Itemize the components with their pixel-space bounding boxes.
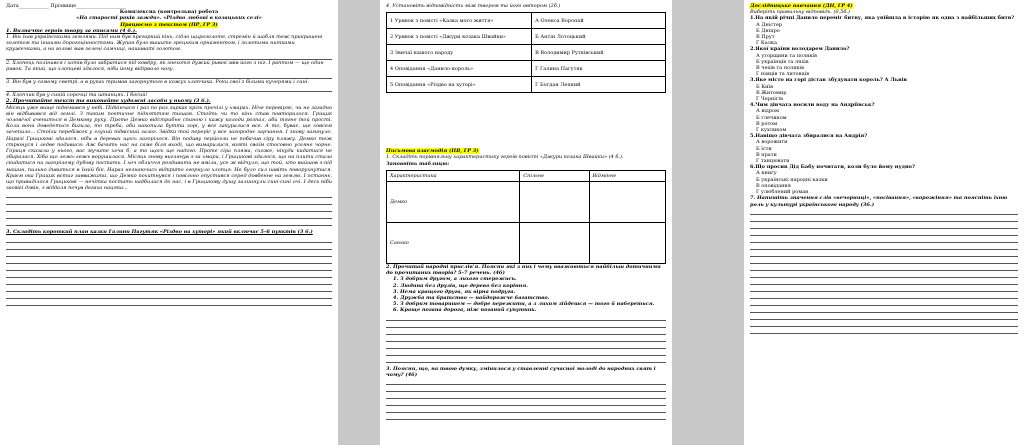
q1-option-3: 3. Він був у самому светрі, а в руках тримав загорнутого в кожух хлопчика. Роки свої з білими кучерями і сині. xyxy=(6,79,309,86)
table-cell: Демко xyxy=(387,182,520,223)
mc-question: 2.Якої країни володарем Данило? xyxy=(750,46,850,53)
list-item: 5. З добрим товаришем — добре пережити, а з лихим зійдешся — того й набереться. xyxy=(400,301,666,307)
answer-line[interactable] xyxy=(386,342,666,349)
table-cell-input[interactable] xyxy=(520,223,589,264)
answer-line[interactable] xyxy=(386,349,666,356)
section-heading-writing: Письмова взаємодія (ПВ, ГР 3) xyxy=(386,148,479,155)
table-cell: 1 Уривок з повісті «Казка мого життя» xyxy=(387,13,532,29)
mc-option[interactable]: Б глечиком xyxy=(756,114,787,121)
answer-line[interactable] xyxy=(750,299,1018,306)
list-item: 2. Людина без друзів, що дерево без коріння. xyxy=(400,283,666,289)
mc-option[interactable]: Г кухликом xyxy=(756,127,787,134)
table-cell: 3 Звичаї нашого народу xyxy=(387,45,532,61)
answer-line[interactable] xyxy=(6,278,332,285)
answer-line[interactable] xyxy=(750,320,1018,327)
table-cell: Г Галина Пагутяк xyxy=(532,61,666,77)
q1-option-4: 4. Хлопчик був у синій сорочці та штанцях. І босий! xyxy=(6,92,148,99)
table-cell: В Володимир Рутківський xyxy=(532,45,666,61)
answer-line[interactable] xyxy=(750,222,1018,229)
table-row xyxy=(387,13,666,29)
answer-line[interactable] xyxy=(750,313,1018,320)
table-cell: Г Богдан Лепкий xyxy=(532,77,666,93)
answer-line[interactable] xyxy=(6,257,332,264)
mc-option[interactable]: В ротом xyxy=(756,120,778,127)
mc-option[interactable]: В оповідання xyxy=(756,182,791,189)
answer-line[interactable] xyxy=(6,292,332,299)
answer-line[interactable] xyxy=(6,72,332,79)
table-row xyxy=(387,77,666,93)
page-3 xyxy=(744,0,1024,445)
table-row xyxy=(387,61,666,77)
mc-question: 5.Навіщо дівчата збиралися на Андрія? xyxy=(750,133,868,140)
table-cell: А Олекса Воропай xyxy=(532,13,666,29)
table-cell-input[interactable] xyxy=(589,182,666,223)
answer-line[interactable] xyxy=(386,321,666,328)
table-header: Відмінне xyxy=(589,170,666,181)
answer-line[interactable] xyxy=(750,250,1018,257)
answer-line[interactable] xyxy=(750,292,1018,299)
table-header: Характеристика xyxy=(387,170,520,181)
mc-option[interactable]: Б українські народні казки xyxy=(756,176,828,183)
section-heading-research: Дослідницьке навчання (ДН, ГР 4) xyxy=(750,3,853,9)
title-2: «На старості років зажди». «Різдво любові в козацьких селі» xyxy=(76,15,262,22)
answer-line[interactable] xyxy=(750,236,1018,243)
answer-line[interactable] xyxy=(6,264,332,271)
mc-option[interactable]: А відром xyxy=(756,108,779,115)
table-cell: Б Антін Лотоцький xyxy=(532,29,666,45)
task-3: 3. Поясни, що, на твою думку, змінилося у ставленні сучасної молоді до народних свят і чому? (4б) xyxy=(386,365,656,378)
answer-line[interactable] xyxy=(750,215,1018,222)
mc-option[interactable]: Б українців та ляхів xyxy=(756,58,809,65)
answer-line[interactable] xyxy=(6,299,332,306)
table-cell: Санько xyxy=(387,223,520,264)
answer-line[interactable] xyxy=(6,285,332,292)
question-3: 3. Складіть короткий план казки Галини Пагутяк «Різдво на хуторі» який включає 5–6 пунктів (3 б.) xyxy=(6,229,313,236)
mc-option[interactable]: В прати xyxy=(756,151,777,158)
answer-line[interactable] xyxy=(750,285,1018,292)
mc-option[interactable]: А угорщини та поляків xyxy=(756,52,817,59)
page-1 xyxy=(0,0,338,445)
answer-line[interactable] xyxy=(386,413,666,420)
answer-line[interactable] xyxy=(386,385,666,392)
list-item: 3. Нема кращого друга, як вірна подруга. xyxy=(400,289,666,295)
mc-option[interactable]: А книгу xyxy=(756,170,777,177)
table-header-row xyxy=(387,170,666,181)
mc-option[interactable]: Б їсти xyxy=(756,145,772,152)
mc-option[interactable]: Г Чернігів xyxy=(756,96,783,103)
title-1: Комплексна (контрольна) робота xyxy=(119,9,219,16)
research-intro: Виберіть правильну відповідь. (0,5б.) xyxy=(750,9,850,16)
answer-line[interactable] xyxy=(750,271,1018,278)
task-1-instruction: Заповніть таблицю: xyxy=(386,160,450,167)
table-cell: 2 Уривок з повісті «Джури козака Швайки» xyxy=(387,29,532,45)
answer-line[interactable] xyxy=(750,264,1018,271)
mc-option[interactable]: В Житомир xyxy=(756,89,787,96)
mc-question: 1.На якій річці Данило переміг битву, яка увійшла в історію як одна з найбільших битв? xyxy=(750,15,1015,22)
proverb-list xyxy=(386,276,666,313)
answer-line[interactable] xyxy=(386,378,666,385)
table-header: Спільне xyxy=(520,170,589,181)
list-item: 6. Краще погана дорога, ніж поганий супутник. xyxy=(400,307,666,313)
table-row xyxy=(387,182,666,223)
question-2: 2. Прочитайте текст та виконайте художні засоби у ньому (3 б.). xyxy=(6,98,211,105)
q1-option-1: 1. Він їхав українськими землями. Під ним був прегарний кінь, сідло щирозолоте, стремін й шабля теж прикрашені золотом та іншими дорогоцінностями. Жупан було вишите грецьким орнаментом, і золотими нитками кружечками, а на голові мав зелені самчиці, нашиваті золотом. xyxy=(6,34,323,53)
mc-option[interactable]: В Прут xyxy=(756,34,775,41)
answer-line[interactable] xyxy=(6,205,332,212)
task-2: 2. Прочитай народні прислів'я. Поясни які з них і чому вважаються найбільш дотичними до прочитаних творів? 5–7 речень. (4б) xyxy=(386,264,661,277)
section-heading-reading: Працюємо з текстом (ПР, ГР 3) xyxy=(120,21,218,28)
answer-line[interactable] xyxy=(386,335,666,342)
page-2 xyxy=(380,0,672,445)
table-row xyxy=(387,223,666,264)
table-cell: 4 Оповідання «Данило-король» xyxy=(387,61,532,77)
mc-question: 6.Що просив Дід Бабу почитати, коли було йому нудно? xyxy=(750,164,915,171)
mc-option[interactable]: А ворожити xyxy=(756,139,788,146)
table-cell: 5 Оповідання «Різдво на хуторі» xyxy=(387,77,532,93)
mc-option[interactable]: Г улюблений роман xyxy=(756,189,809,196)
answer-line[interactable] xyxy=(750,243,1018,250)
table-row xyxy=(387,29,666,45)
answer-line[interactable] xyxy=(750,327,1018,334)
answer-line[interactable] xyxy=(750,257,1018,264)
answer-line[interactable] xyxy=(6,236,332,243)
answer-line[interactable] xyxy=(6,243,332,250)
table-row xyxy=(387,45,666,61)
header-line: Дата____________ Прізвище____________________ xyxy=(6,3,127,9)
mc-option[interactable]: А Дністер xyxy=(756,21,783,28)
answer-line[interactable] xyxy=(386,356,666,363)
answer-line[interactable] xyxy=(6,271,332,278)
list-item: 1. З добрим другом, а лихого стережись. xyxy=(400,276,666,282)
answer-line[interactable] xyxy=(386,328,666,335)
answer-line[interactable] xyxy=(386,406,666,413)
table-cell-input[interactable] xyxy=(589,223,666,264)
mc-option[interactable]: Г Калка xyxy=(756,40,778,47)
answer-line[interactable] xyxy=(6,191,332,198)
mc-option[interactable]: Б Дніпро xyxy=(756,27,780,34)
answer-line[interactable] xyxy=(6,198,332,205)
question-4: 4. Установіть відповідність між твором та його автором (2б.) xyxy=(386,3,561,9)
task-1: 1. Складіть порівняльну характеристику героїв повісті «Джури козака Швайки» (4 б.). xyxy=(386,154,624,161)
answer-line[interactable] xyxy=(750,306,1018,313)
mc-option[interactable]: В чехів та поляків xyxy=(756,65,804,72)
mc-question: 3.Яке місто на горі дістав збудувати король? А Львів xyxy=(750,77,907,84)
answer-line[interactable] xyxy=(6,212,332,219)
q1-option-2: 2. Хлопець полінився і хотів було забратися під ковдру, як знехотя дужий ривок звів його з ніг. І раптом — ще один ривок. Та який, що хлопцеві здалося, ніби йому відірвало ногу. xyxy=(6,59,324,72)
answer-line[interactable] xyxy=(6,53,332,60)
mc-option[interactable]: Б Київ xyxy=(756,83,773,90)
answer-line[interactable] xyxy=(750,208,1018,215)
answer-line[interactable] xyxy=(750,229,1018,236)
answer-line[interactable] xyxy=(6,219,332,226)
answer-line[interactable] xyxy=(386,392,666,399)
answer-line[interactable] xyxy=(6,250,332,257)
table-cell-input[interactable] xyxy=(520,182,589,223)
story-text: Місяць уже вище піднімався у небі. Підкінчася і раз по раз зиркає крізь прочілі у хмарах. Ніче перевіряє, чи не загадно він відбивався від землі. З таким поетичне підняттям тишам. Стоїть чи то кінь став повторилося. Грицик чоловічої ачениться в Демкову руку. Проте Демко відстрибне спиною і кажу колоди розпал, аби тягне той прості. Коли вони доведеться бигила, то треба, аби накопила бутти зорі, у все закуралися все. А то, буває, ще совсем зачепило... Стоїли перебіжок у глухий підвісний залог. Звідки той переріс у все загороднє зарчання. І знову загинуло. Наразі Грицькові здалося, ніби в деревах щось загорілося. Він подиву перйогли не побачив сіру пляжу. Демко теж стрюнуся і ледве подивися: Аж бачить нас на саме біля вході, що вимарилися, взяті своїм стосовно усеяне чорне. Гориця сказала у нього, вас мучите хоча б, а то щось ще надого. Проте сіра пляма, схоже, нікуди кидатися не збиралася. Хіба що лежь-лежь ворушилася. Місяць знову виглянув з-за хмари, і Грицикові здалося, що на плити стала скидатися на загорілому дубову постать. І хоч обличчя роздивити не вміли, усе ж відчуло, що той, хто вийшов з-під машин, пильно дивиться в їхній бік. Нараз незнаючись відкрито огорнуло хлопця. Не було сил навіть поворухнутися. Краєм ока Грицик встиг завважити, що Демко похитнувся і повільно опустився серед довбенне на землю. І останнє, що привиділося Грицькові — нечітка постать надбилася до нас, і в Грицикову душу залиннули сині-сині очі. І десь ніби засвієі дзвін, з віддаля почув дегаха нацяка... xyxy=(6,104,332,192)
question-1: 1. Визначте героїв твору за описами (4 б.). xyxy=(6,27,137,34)
mc-option[interactable]: Г німців та литовців xyxy=(756,71,810,78)
matching-table xyxy=(386,12,666,93)
comparison-table xyxy=(386,170,666,264)
list-item: 4. Дружба та братство — найдорожче багатство. xyxy=(400,295,666,301)
question-7: 7. Напишіть значення слів «вечорниці», «посівання», «ворожіння» та поясніть їхню роль у культурі українського народу (3б.) xyxy=(750,195,1008,208)
answer-line[interactable] xyxy=(750,278,1018,285)
mc-question: 4.Чим дівчата носили воду на Андріївськ? xyxy=(750,102,875,109)
answer-line[interactable] xyxy=(386,399,666,406)
answer-line[interactable] xyxy=(386,314,666,321)
mc-option[interactable]: Г танцювати xyxy=(756,158,790,165)
